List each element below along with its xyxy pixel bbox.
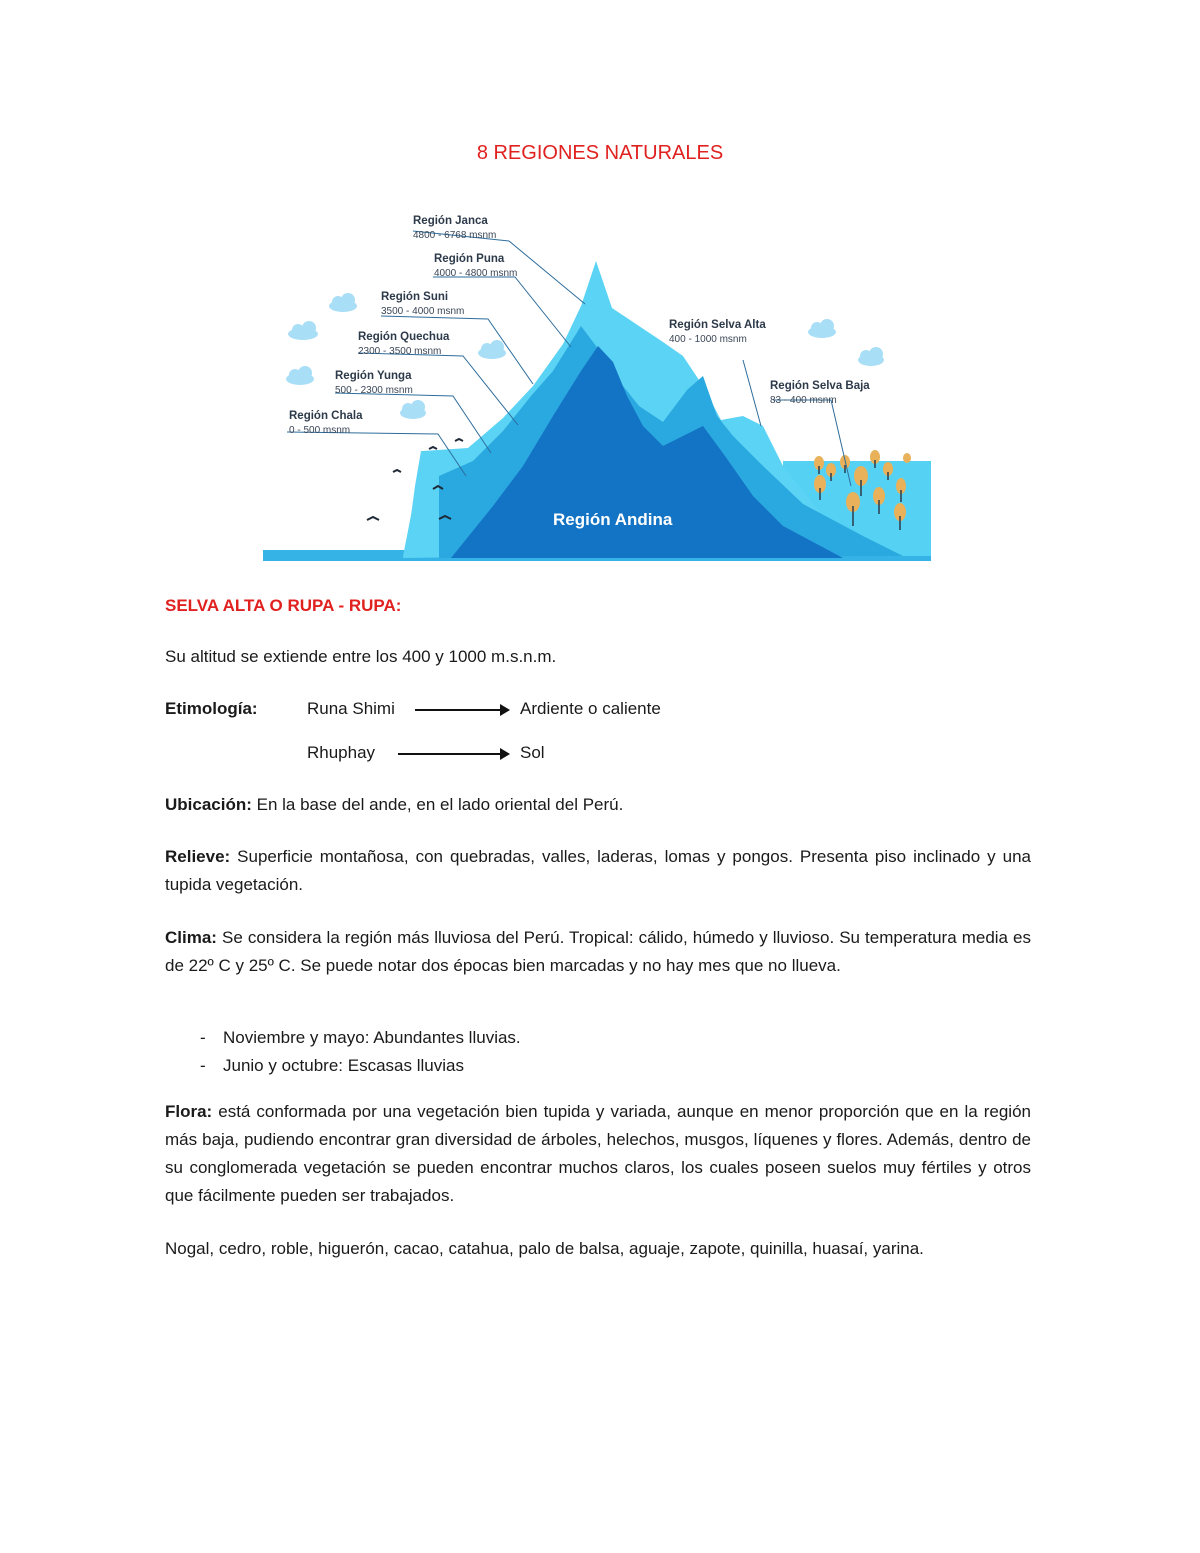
section-heading: SELVA ALTA O RUPA - RUPA: <box>165 596 402 615</box>
label-selva-alta-name: Región Selva Alta <box>669 319 766 331</box>
clima-text: Se considera la región más lluviosa del Perú. Tropical: cálido, húmedo y lluvioso. Su temperatura media es de 22º C y 25º C. Se puede notar dos épocas bien marcadas y no hay mes que no llueva. <box>165 928 1031 975</box>
label-puna-name: Región Puna <box>434 253 505 265</box>
label-quechua-range: 2300 - 3500 msnm <box>358 346 442 357</box>
label-selva-alta-range: 400 - 1000 msnm <box>669 334 747 345</box>
label-puna-range: 4000 - 4800 msnm <box>434 268 518 279</box>
clima-paragraph <box>165 924 1031 980</box>
label-chala-name: Región Chala <box>289 410 363 422</box>
etymology-arrow-2 <box>398 753 508 755</box>
etymology-label: Etimología: <box>165 699 258 718</box>
etymology-from-1: Runa Shimi <box>307 699 395 718</box>
label-chala-range: 0 - 500 msnm <box>289 425 351 436</box>
regions-diagram <box>263 186 931 561</box>
ubicacion-text: En la base del ande, en el lado oriental del Perú. <box>251 795 624 814</box>
flora-text: está conformada por una vegetación bien tupida y variada, aunque en menor proporción que en la región más baja, pudiendo encontrar gran diversidad de árboles, helechos, musgos, líquenes y flores. Además, dentro de su conglomerada vegetación se pueden encontrar muchos claros, los cuales poseen suelos muy fértiles y otros que fácilmente pueden ser trabajados. <box>165 1102 1031 1205</box>
ubicacion-label: Ubicación: <box>165 795 252 814</box>
relieve-paragraph <box>165 843 1031 899</box>
bullet-text: Noviembre y mayo: Abundantes lluvias. <box>223 1028 521 1047</box>
bullet-dash: - <box>200 1056 206 1075</box>
bullet-dash: - <box>200 1028 206 1047</box>
label-selva-baja-name: Región Selva Baja <box>770 380 870 392</box>
etymology-to-1: Ardiente o caliente <box>520 699 661 718</box>
page-title: 8 REGIONES NATURALES <box>476 142 724 164</box>
label-quechua-name: Región Quechua <box>358 331 450 343</box>
label-suni-name: Región Suni <box>381 291 449 303</box>
etymology-to-2: Sol <box>520 743 545 762</box>
label-suni-range: 3500 - 4000 msnm <box>381 306 465 317</box>
relieve-label: Relieve: <box>165 847 231 866</box>
ubicacion-paragraph <box>165 791 1031 819</box>
label-selva-baja-range: 83 - 400 msnm <box>770 395 837 406</box>
etymology-arrow-1 <box>415 709 508 711</box>
clima-label: Clima: <box>165 928 217 947</box>
label-yunga-range: 500 - 2300 msnm <box>335 385 413 396</box>
etymology-from-2: Rhuphay <box>307 743 376 762</box>
label-janca-name: Región Janca <box>413 215 488 227</box>
species-paragraph: Nogal, cedro, roble, higuerón, cacao, catahua, palo de balsa, aguaje, zapote, quinilla, huasaí, yarina. <box>165 1239 924 1258</box>
flora-paragraph <box>165 1098 1031 1210</box>
bullet-text: Junio y octubre: Escasas lluvias <box>223 1056 464 1075</box>
label-janca-range: 4800 - 6768 msnm <box>413 230 497 241</box>
andina-label: Región Andina <box>553 510 673 529</box>
flora-label: Flora: <box>165 1102 213 1121</box>
label-yunga-name: Región Yunga <box>335 370 412 382</box>
relieve-text: Superficie montañosa, con quebradas, valles, laderas, lomas y pongos. Presenta piso inclinado y una tupida vegetación. <box>165 847 1031 894</box>
altitude-paragraph: Su altitud se extiende entre los 400 y 1000 m.s.n.m. <box>165 647 557 666</box>
